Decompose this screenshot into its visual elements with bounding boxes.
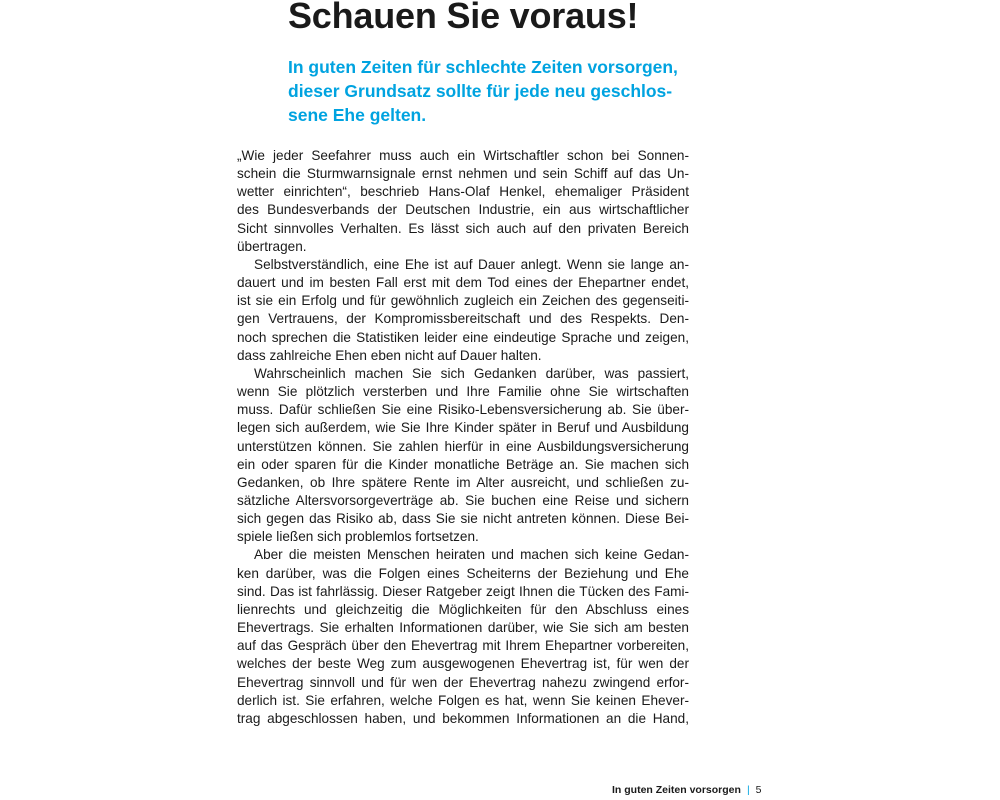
- text-line: spiele ließen sich problemlos fortsetzen.: [237, 529, 479, 545]
- lead-paragraph: [288, 55, 708, 127]
- body-paragraph: [237, 147, 689, 256]
- footer-separator: |: [746, 784, 750, 796]
- text-line: wenn Sie plötzlich versterben und Ihre Familie ohne Sie wirtschaften: [237, 384, 689, 400]
- text-line: sich gegen das Risiko ab, dass Sie sie nicht antreten können. Diese Bei-: [237, 511, 689, 527]
- text-line: muss. Dafür schließen Sie eine Risiko-Lebensversicherung ab. Sie über-: [237, 402, 689, 418]
- text-line: auf das Gespräch über den Ehevertrag mit Ihrem Ehepartner vorbereiten,: [237, 638, 689, 654]
- text-line: legen sich außerdem, wie Sie Ihre Kinder später in Beruf und Ausbildung: [237, 420, 689, 436]
- text-line: derlich ist. Sie erfahren, welche Folgen es hat, wenn Sie keinen Ehever-: [237, 692, 689, 708]
- text-line: Gedanken, ob Ihre spätere Rente im Alter ausreicht, und schließen zu-: [237, 474, 689, 490]
- text-line: Selbstverständlich, eine Ehe ist auf Dauer anlegt. Wenn sie lange an-: [254, 256, 689, 272]
- text-line: ken darüber, was die Folgen eines Scheiterns der Beziehung und Ehe: [237, 565, 689, 581]
- text-line: übertragen.: [237, 238, 307, 254]
- body-text: [237, 147, 689, 728]
- footer-title: In guten Zeiten vorsorgen: [612, 784, 741, 796]
- text-line: ein oder sparen für die Kinder monatliche Beträge an. Sie machen sich: [237, 456, 689, 472]
- text-line: gen Vertrauens, der Kompromissbereitschaft und des Respekts. Den-: [237, 311, 689, 327]
- text-line: unterstützen können. Sie zahlen hierfür in eine Ausbildungsversicherung: [237, 438, 689, 454]
- text-line: ist sie ein Erfolg und für gewöhnlich zugleich ein Zeichen des gegenseiti-: [237, 293, 689, 309]
- text-line: noch sprechen die Statistiken leider eine eindeutige Sprache und zeigen,: [237, 329, 689, 345]
- text-line: des Bundesverbands der Deutschen Industrie, ein aus wirtschaftlicher: [237, 202, 689, 218]
- text-line: Ehevertrags. Sie erhalten Informationen darüber, wie Sie sich am besten: [237, 620, 689, 636]
- text-line: Ehevertrag sinnvoll und für wen der Ehevertrag nahezu zwingend erfor-: [237, 674, 689, 690]
- text-line: welches der beste Weg zum ausgewogenen Ehevertrag ist, für wen der: [237, 656, 689, 672]
- text-line: schein die Sturmwarnsignale ernst nehmen und sein Schiff auf das Un-: [237, 166, 689, 182]
- lead-line: sene Ehe gelten.: [288, 105, 427, 125]
- lead-line: dieser Grundsatz sollte für jede neu geschlos-: [288, 81, 673, 101]
- lead-line: In guten Zeiten für schlechte Zeiten vorsorgen,: [288, 57, 678, 77]
- body-paragraph: [237, 365, 689, 547]
- text-line: dass zahlreiche Ehen eben nicht auf Dauer halten.: [237, 347, 542, 363]
- text-line: „Wie jeder Seefahrer muss auch ein Wirtschaftler schon bei Sonnen-: [237, 148, 689, 163]
- text-line: sind. Das ist fahrlässig. Dieser Ratgeber zeigt Ihnen die Tücken des Fami-: [237, 583, 689, 599]
- text-line: Aber die meisten Menschen heiraten und machen sich keine Gedan-: [254, 547, 689, 563]
- page-footer: [612, 783, 762, 797]
- text-line: wetter einrichten“, beschrieb Hans-Olaf Henkel, ehemaliger Präsident: [237, 184, 689, 200]
- page-number: 5: [755, 784, 762, 796]
- text-line: sätzliche Altersvorsorgeverträge ab. Sie buchen eine Reise und sichern: [237, 492, 689, 508]
- text-line: dauert und im besten Fall erst mit dem Tod eines der Ehepartner endet,: [237, 275, 689, 291]
- text-line: Wahrscheinlich machen Sie sich Gedanken darüber, was passiert,: [254, 365, 689, 381]
- text-line: lienrechts und gleichzeitig die Möglichkeiten für den Abschluss eines: [237, 601, 689, 617]
- body-paragraph: [237, 546, 689, 728]
- body-paragraph: [237, 256, 689, 365]
- page-title: Schauen Sie voraus!: [288, 0, 639, 36]
- text-line: Sicht sinnvolles Verhalten. Es lässt sich auch auf den privaten Bereich: [237, 220, 689, 236]
- text-line: trag abgeschlossen haben, und bekommen Informationen an die Hand,: [237, 710, 689, 726]
